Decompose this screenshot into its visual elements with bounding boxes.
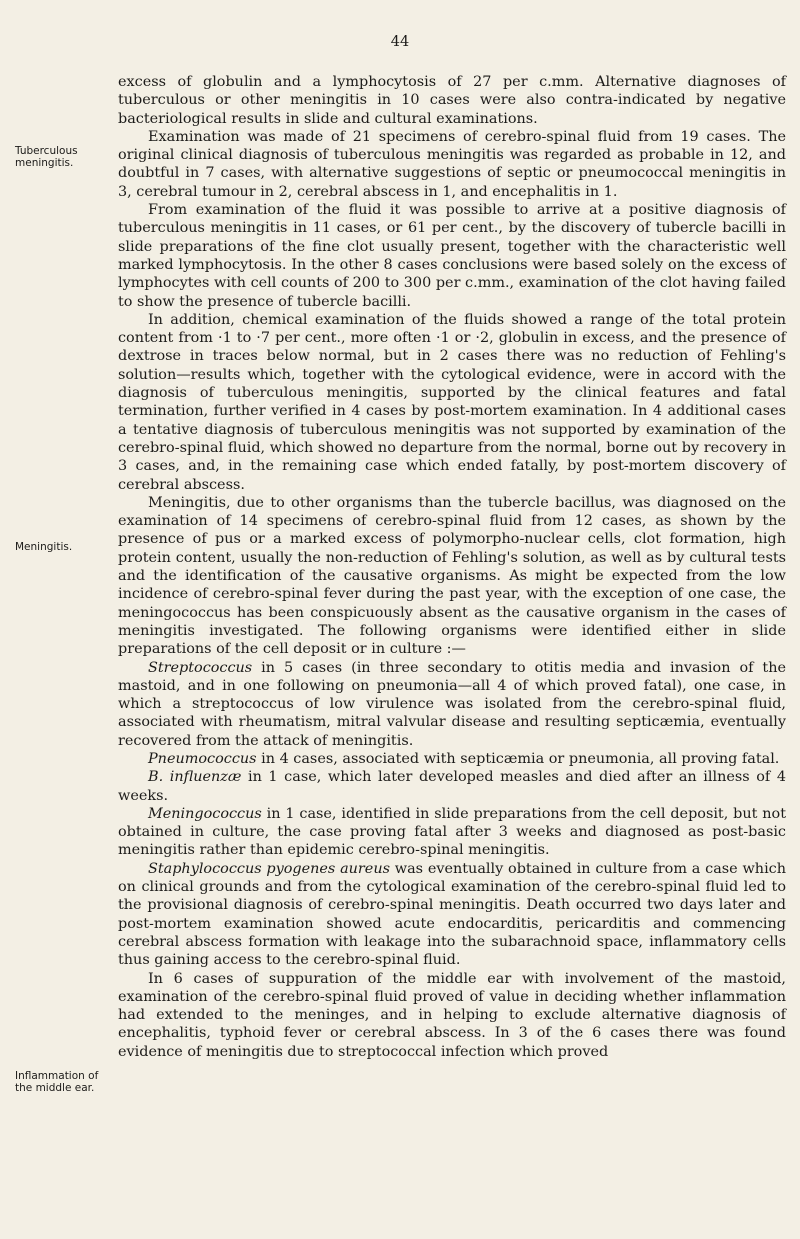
paragraph-staphylococcus — [118, 860, 786, 970]
margin-note-tuberculous-meningitis: Tuberculous meningitis. — [15, 145, 78, 169]
paragraph-tuberculous-examination: Examination was made of 21 specimens of cerebro-spinal fluid from 19 cases. The original clinical diagnosis of tuberculous meningitis was regarded as probable in 12, and doubtful in 7 cases, with alternative suggestions of septic or pneumococcal meningitis in 3, cerebral tumour in 2, cerebral abscess in 1, and encephalitis in 1. — [118, 128, 786, 200]
paragraph-pneumococcus — [118, 750, 786, 768]
paragraph-positive-diagnosis: From examination of the fluid it was possible to arrive at a positive diagnosis of tuberculous meningitis in 11 cases, or 61 per cent., by the discovery of tubercle bacilli in slide preparations of the fine clot usually present, together with the characteristic well marked lymphocytosis. In the other 8 cases conclusions were based solely on the excess of lymphocytes with cell counts of 200 to 300 per c.mm., examination of the clot having failed to show the presence of tubercle bacilli. — [118, 202, 786, 310]
paragraph-b-influenzae — [118, 768, 786, 805]
organism-name: Meningococcus — [148, 805, 262, 822]
organism-name: Pneumococcus — [148, 750, 257, 767]
organism-name: B. influenzæ — [148, 769, 242, 786]
margin-note-inflammation-middle-ear: Inflammation of the middle ear. — [15, 1070, 99, 1094]
paragraph-chemical-examination: In addition, chemical examination of the fluids showed a range of the total protein content from ·1 to ·7 per cent., more often ·1 or ·2, globulin in excess, and the presence of dextrose in traces below normal, but in 2 cases there was no reduction of Fehling's solution—results which, together with the cytological evidence, were in accord with the diagnosis of tuberculous meningitis, supported by the clinical features and fatal termination, further verified in 4 cases by post-mortem examination. In 4 additional cases a tentative diagnosis of tuberculous meningitis was not supported by examination of the cerebro-spinal fluid, which showed no departure from the normal, borne out by recovery in 3 cases, and, in the remaining case which ended fatally, by post-mortem discovery of cerebral abscess. — [118, 311, 786, 493]
paragraph-continuation: excess of globulin and a lymphocytosis of 27 per c.mm. Alternative diagnoses of tuberculous or other meningitis in 10 cases were also contra-indicated by negative bacteriological results in slide and cultural examinations. — [118, 74, 786, 127]
paragraph-text: in 5 cases (in three secondary to otitis media and invasion of the mastoid, and in one following on pneumonia—all 4 of which proved fatal), one case, in which a streptococcus of low virulence was isolated from the cerebro-spinal fluid, associated with rheumatism, mitral valvular disease and resulting septicæmia, eventually recovered from the attack of meningitis. — [118, 659, 786, 749]
paragraph-text: in 1 case, identified in slide preparations from the cell deposit, but not obtained in culture, the case proving fatal after 3 weeks and diagnosed as post-basic meningitis rather than epidemic cerebro-spinal meningitis. — [118, 805, 786, 859]
body-text — [118, 73, 786, 1061]
paragraph-text: was eventually obtained in culture from a case which on clinical grounds and from the cytological examination of the cerebro-spinal fluid led to the provisional diagnosis of cerebro-spinal meningitis. Death occurred two days later and post-mortem examination showed acute endocarditis, pericarditis and commencing cerebral abscess formation with leakage into the subarachnoid space, inflammatory cells thus gaining access to the cerebro-spinal fluid. — [118, 860, 786, 969]
paragraph-text: in 1 case, which later developed measles and died after an illness of 4 weeks. — [118, 769, 786, 804]
margin-note-meningitis: Meningitis. — [15, 541, 73, 553]
paragraph-text: in 4 cases, associated with septicæmia or pneumonia, all proving fatal. — [256, 750, 780, 767]
page-number: 44 — [390, 34, 410, 50]
organism-name: Staphylococcus pyogenes aureus — [148, 860, 390, 877]
paragraph-middle-ear: In 6 cases of suppuration of the middle ear with involvement of the mastoid, examination of the cerebro-spinal fluid proved of value in deciding whether inflammation had extended to the meninges, and in helping to exclude alternative diagnosis of encephalitis, typhoid fever or cerebral abscess. In 3 of the 6 cases there was found evidence of meningitis due to streptococcal infection which proved — [118, 970, 786, 1060]
paragraph-other-meningitis: Meningitis, due to other organisms than the tubercle bacillus, was diagnosed on the examination of 14 specimens of cerebro-spinal fluid from 12 cases, as shown by the presence of pus or a marked excess of polymorpho-nuclear cells, clot formation, high protein content, usually the non-reduction of Fehling's solution, as well as by cultural tests and the identification of the causative organisms. As might be expected from the low incidence of cerebro-spinal fever during the past year, with the exception of one case, the meningococcus has been conspicuously absent as the causative organism in the cases of meningitis investigated. The following organisms were identified either in slide preparations of the cell deposit or in culture :— — [118, 494, 786, 658]
paragraph-streptococcus — [118, 659, 786, 750]
organism-name: Streptococcus — [148, 659, 253, 676]
paragraph-meningococcus — [118, 805, 786, 860]
